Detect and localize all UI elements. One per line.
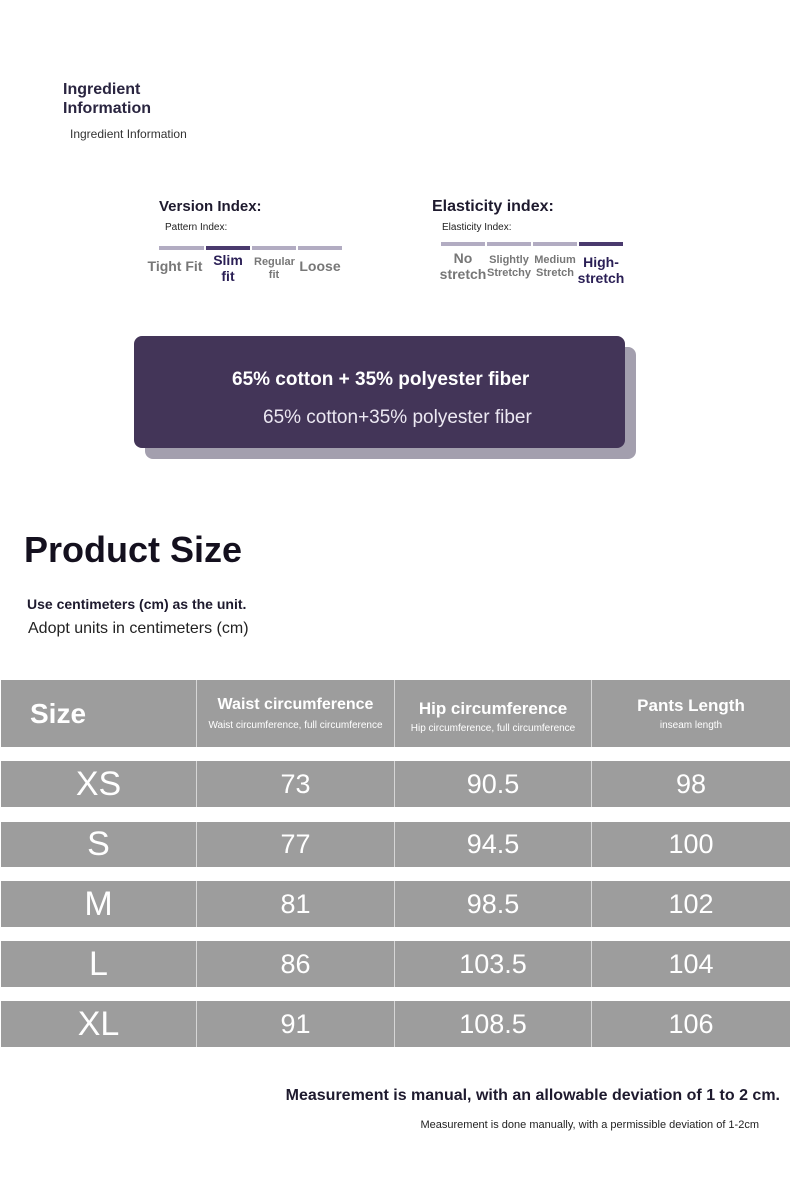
version-index-title: Version Index: [159,198,262,215]
header-length [592,680,790,747]
elasticity-index-title: Elasticity index: [432,198,554,215]
cell-size: XS [1,761,197,807]
elasticity-option-label: High-stretch [577,254,625,287]
measurement-subnote: Measurement is done manually, with a permissible deviation of 1-2cm [420,1119,759,1131]
version-index [159,198,262,233]
unit-note: Use centimeters (cm) as the unit. [27,596,247,612]
product-size-title: Product Size [24,529,243,570]
elasticity-option-no-stretch [440,242,486,286]
composition-main: 65% cotton + 35% polyester fiber [232,369,530,390]
cell-waist: 86 [197,941,395,987]
version-option-regular-fit [251,246,297,284]
cell-hip: 103.5 [395,941,592,987]
ingredient-title: Ingredient Information [63,81,151,117]
cell-waist: 81 [197,881,395,927]
elasticity-option-label: No stretch [439,250,487,283]
cell-hip: 98.5 [395,881,592,927]
header-length-label: Pants Length [637,696,745,715]
version-option-label: Loose [299,258,341,274]
cell-waist: 91 [197,1001,395,1047]
table-row [1,822,790,867]
header-length-sublabel: inseam length [659,720,723,731]
header-hip-label: Hip circumference [418,699,568,718]
elasticity-option-label: Medium Stretch [534,254,576,279]
composition-banner [134,336,625,448]
elasticity-option-high-stretch [578,242,624,286]
cell-waist: 73 [197,761,395,807]
ingredient-subtitle: Ingredient Information [70,127,187,141]
header-hip-sublabel: Hip circumference, full circumference [410,723,576,734]
cell-size: S [1,822,197,867]
version-option-tight-fit [145,246,205,284]
elasticity-index [432,198,554,233]
version-option-label: Slim fit [213,252,243,285]
header-waist-sublabel: Waist circumference, full circumference [208,720,383,731]
header-size-label: Size [30,697,87,729]
cell-hip: 90.5 [395,761,592,807]
composition-sub: 65% cotton+35% polyester fiber [263,407,532,428]
version-option-label: Regular fit [254,256,295,281]
elasticity-index-scale [440,242,624,286]
cell-length: 98 [675,768,707,799]
table-row [1,1001,790,1047]
cell-length: 102 [668,888,714,919]
cell-size: M [1,881,197,927]
version-option-label: Tight Fit [147,258,203,274]
version-option-loose [297,246,343,284]
version-option-slim-fit [205,246,251,284]
header-waist [197,680,395,747]
unit-subnote: Adopt units in centimeters (cm) [28,620,249,637]
cell-length: 106 [668,1008,714,1039]
measurement-note: Measurement is manual, with an allowable deviation of 1 to 2 cm. [285,1087,780,1104]
cell-waist: 77 [197,822,395,867]
header-size [1,680,197,747]
version-index-scale [147,246,343,285]
table-row [1,941,790,987]
table-row [1,881,790,927]
elasticity-option-slightly-stretchy [486,242,532,286]
cell-length: 100 [668,829,714,859]
size-table-header [1,680,790,747]
elasticity-option-medium-stretch [532,242,578,286]
cell-length: 104 [668,948,714,979]
header-waist-label: Waist circumference [217,696,374,713]
elasticity-option-label: Slightly Stretchy [486,254,532,279]
cell-size: L [1,941,197,987]
cell-size: XL [1,1001,197,1047]
table-row [1,761,790,807]
version-index-subtitle: Pattern Index: [165,222,228,233]
header-hip [395,680,592,747]
cell-hip: 108.5 [395,1001,592,1047]
cell-hip: 94.5 [395,822,592,867]
elasticity-index-subtitle: Elasticity Index: [442,222,512,233]
